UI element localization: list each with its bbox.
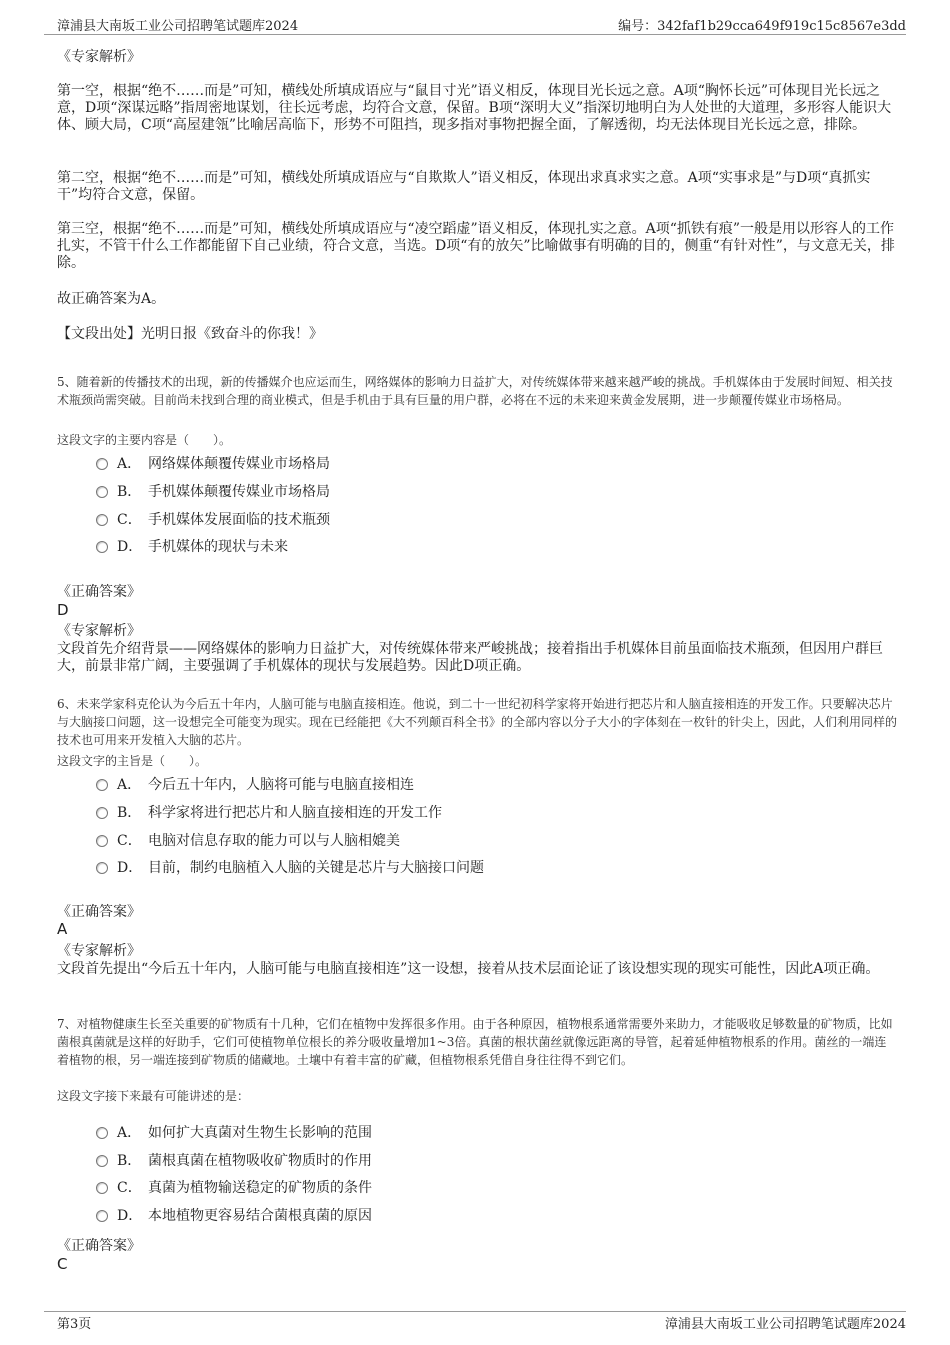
q5-answer: D: [57, 601, 69, 619]
radio-icon[interactable]: [96, 486, 108, 498]
radio-icon[interactable]: [96, 779, 108, 791]
q6-analysis-label: 《专家解析》: [57, 943, 141, 959]
q4-analysis-p3: 第三空，根据“绝不……而是”可知，横线处所填成语应与“凌空蹈虚”语义相反，体现扎实之意。A项“抓铁有痕”一般是用以形容人的工作扎实，不管干什么工作都能留下自己业绩，符合文意，当选。D项“有的放矢”比喻做事有明确的目的，侧重“有针对性”，与文意无关，排除。: [57, 221, 895, 271]
header-title: 漳浦县大南坂工业公司招聘笔试题库2024: [57, 19, 299, 34]
q6-option-d[interactable]: D． 目前，制约电脑植入人脑的关键是芯片与大脑接口问题: [96, 860, 484, 877]
radio-icon[interactable]: [96, 807, 108, 819]
page-number: 第3页: [57, 1317, 92, 1332]
q6-question: 这段文字的主旨是（ ）。: [57, 754, 208, 768]
footer-title: 漳浦县大南坂工业公司招聘笔试题库2024: [664, 1317, 906, 1332]
q6-passage: 6、未来学家科克伦认为今后五十年内，人脑可能与电脑直接相连。他说，到二十一世纪初科学家将开始进行把芯片和人脑直接相连的开发工作。只要解决芯片与大脑接口问题，这一设想完全可能变为现实。现在已经能把《大不列颠百科全书》的全部内容以分子大小的字体刻在一枚针的针尖上，因此，人们利用同样的技术也可用来开发植入大脑的芯片。: [57, 697, 898, 747]
q7-answer-label: 《正确答案》: [57, 1238, 141, 1254]
page-header: [0, 0, 950, 34]
radio-icon[interactable]: [96, 1182, 108, 1194]
q4-source: 【文段出处】光明日报《致奋斗的你我！》: [57, 326, 323, 342]
q7-option-a[interactable]: A． 如何扩大真菌对生物生长影响的范围: [96, 1125, 372, 1142]
radio-icon[interactable]: [96, 862, 108, 874]
radio-icon[interactable]: [96, 514, 108, 526]
radio-icon[interactable]: [96, 1127, 108, 1139]
q6-answer-label: 《正确答案》: [57, 904, 141, 920]
radio-icon[interactable]: [96, 541, 108, 553]
q5-passage: 5、随着新的传播技术的出现，新的传播媒介也应运而生，网络媒体的影响力日益扩大，对传统媒体带来越来越严峻的挑战。手机媒体由于发展时间短、相关技术瓶颈尚需突破。目前尚未找到合理的商业模式，但是手机由于具有巨量的用户群，必将在不远的未来迎来黄金发展期，进一步颠覆传媒业市场格局。: [57, 375, 893, 407]
q5-analysis: 文段首先介绍背景——网络媒体的影响力日益扩大，对传统媒体带来严峻挑战；接着指出手机媒体目前虽面临技术瓶颈，但因用户群巨大，前景非常广阔，主要强调了手机媒体的现状与发展趋势。因此D项正确。: [57, 641, 883, 674]
q6-option-a[interactable]: A． 今后五十年内，人脑将可能与电脑直接相连: [96, 777, 414, 794]
q4-analysis-p2: 第二空，根据“绝不……而是”可知，横线处所填成语应与“自欺欺人”语义相反，体现出求真求实之意。A项“实事求是”与D项“真抓实干”均符合文意，保留。: [57, 170, 871, 203]
q7-option-c[interactable]: C． 真菌为植物输送稳定的矿物质的条件: [96, 1180, 372, 1197]
q7-passage: 7、对植物健康生长至关重要的矿物质有十几种，它们在植物中发挥很多作用。由于各种原因，植物根系通常需要外来助力，才能吸收足够数量的矿物质，比如菌根真菌就是这样的好助手，它们可使植物单位根长的养分吸收量增加1~3倍。真菌的根状菌丝就像远距离的导管，起着延伸植物根系的作用。菌丝的一端连着植物的根，另一端连接到矿物质的储藏地。土壤中有着丰富的矿藏，但植物根系凭借自身往往得不到它们。: [57, 1017, 893, 1067]
q6-option-b[interactable]: B． 科学家将进行把芯片和人脑直接相连的开发工作: [96, 805, 442, 822]
q5-analysis-label: 《专家解析》: [57, 623, 141, 639]
header-divider: [44, 34, 906, 35]
radio-icon[interactable]: [96, 1155, 108, 1167]
q5-option-c[interactable]: C． 手机媒体发展面临的技术瓶颈: [96, 512, 330, 529]
radio-icon[interactable]: [96, 835, 108, 847]
q5-option-a[interactable]: A． 网络媒体颠覆传媒业市场格局: [96, 456, 330, 473]
q5-option-d[interactable]: D． 手机媒体的现状与未来: [96, 539, 288, 556]
q5-answer-label: 《正确答案》: [57, 584, 141, 600]
header-serial: 编号：342faf1b29cca649f919c15c8567e3dd: [618, 19, 906, 34]
q6-answer: A: [57, 920, 68, 938]
q7-answer: C: [57, 1255, 68, 1273]
radio-icon[interactable]: [96, 1210, 108, 1222]
q7-option-d[interactable]: D． 本地植物更容易结合菌根真菌的原因: [96, 1208, 372, 1225]
q6-analysis: 文段首先提出“今后五十年内，人脑可能与电脑直接相连”这一设想，接着从技术层面论证了该设想实现的现实可能性，因此A项正确。: [57, 961, 880, 977]
q6-option-c[interactable]: C． 电脑对信息存取的能力可以与人脑相媲美: [96, 833, 400, 850]
q7-question: 这段文字接下来最有可能讲述的是：: [57, 1089, 250, 1103]
q4-conclusion: 故正确答案为A。: [57, 291, 166, 307]
q7-option-b[interactable]: B． 菌根真菌在植物吸收矿物质时的作用: [96, 1153, 372, 1170]
radio-icon[interactable]: [96, 458, 108, 470]
q4-analysis-p1: 第一空，根据“绝不……而是”可知，横线处所填成语应与“鼠目寸光”语义相反，体现目光长远之意。A项“胸怀长远”可体现目光长远之意，D项“深谋远略”指周密地谋划，往长远考虑，均符合文意，保留。B项“深明大义”指深切地明白为人处世的大道理，多形容人能识大体、顾大局，C项“高屋建瓴”比喻居高临下，形势不可阻挡，现多指对事物把握全面，了解透彻，均无法体现目光长远之意，排除。: [57, 83, 892, 133]
q5-question: 这段文字的主要内容是（ ）。: [57, 433, 232, 447]
q4-analysis-label: 《专家解析》: [57, 49, 141, 65]
q5-option-b[interactable]: B． 手机媒体颠覆传媒业市场格局: [96, 484, 330, 501]
footer-divider: [44, 1311, 906, 1312]
